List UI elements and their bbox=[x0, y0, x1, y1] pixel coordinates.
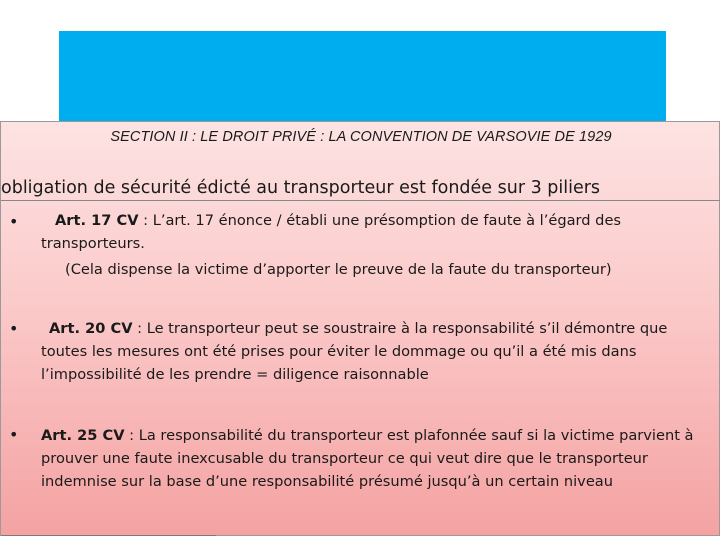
bullet-art-25 bbox=[41, 424, 701, 493]
article-heading: Art. 17 CV bbox=[55, 212, 139, 229]
title-banner bbox=[59, 31, 666, 126]
bullet-marker: • bbox=[9, 212, 19, 231]
section-title: SECTION II : LE DROIT PRIVÉ : LA CONVENTION DE VARSOVIE DE 1929 bbox=[110, 129, 612, 145]
article-heading: Art. 25 CV bbox=[41, 427, 125, 444]
bullet-art-20 bbox=[41, 317, 701, 386]
intro-text: obligation de sécurité édicté au transporteur est fondée sur 3 piliers bbox=[1, 178, 601, 198]
content-panel bbox=[0, 121, 720, 536]
article-text: : La responsabilité du transporteur est plafonnée sauf si la victime parvient à prouver une faute inexcusable du transporteur ce qui veut dire que le transporteur indemnise sur la base d’une responsabilité présumé jusqu’à un certain niveau bbox=[41, 427, 694, 490]
article-text: : Le transporteur peut se soustraire à la responsabilité s’il démontre que toutes les mesures ont été prises pour éviter le dommage ou qu’il a été mis dans l’impossibilité de les prendre = diligence raisonnable bbox=[41, 320, 668, 383]
footer-line bbox=[1, 535, 216, 536]
bullet-marker: • bbox=[9, 319, 19, 338]
divider bbox=[1, 200, 720, 201]
bullet-art-17 bbox=[41, 209, 681, 255]
article-heading: Art. 20 CV bbox=[49, 320, 133, 337]
bullet-marker: • bbox=[9, 425, 19, 444]
article-note: (Cela dispense la victime d’apporter le preuve de la faute du transporteur) bbox=[65, 261, 612, 278]
article-text: : L’art. 17 énonce / établi une présomption de faute à l’égard des transporteurs. bbox=[41, 212, 622, 252]
